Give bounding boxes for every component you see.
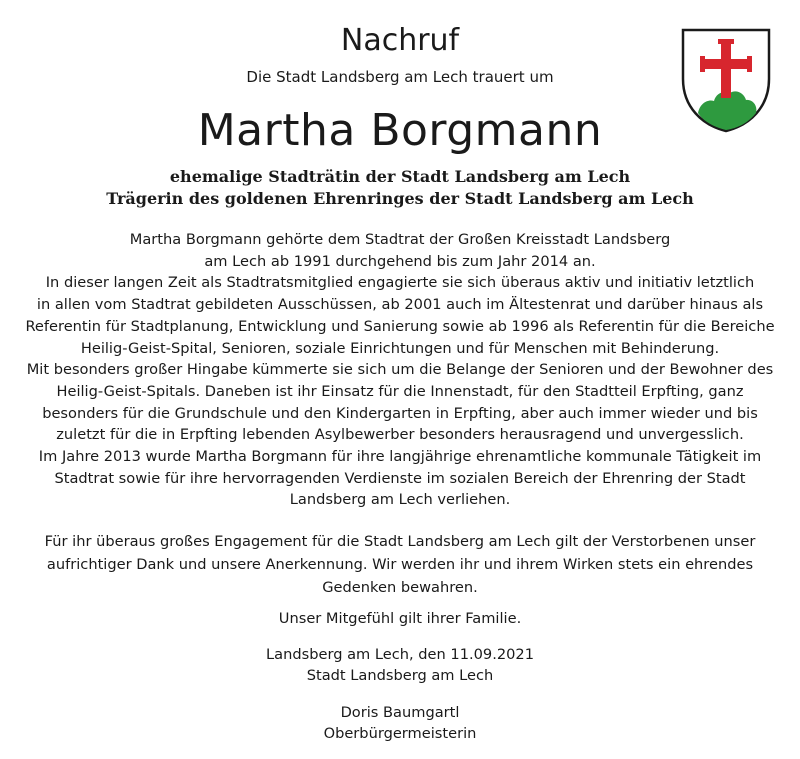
place-date-block	[0, 644, 800, 686]
biography-line: besonders für die Grundschule und den Kindergarten in Erpfting, aber auch immer wieder und bis	[42, 404, 758, 422]
biography-line: Im Jahre 2013 wurde Martha Borgmann für ihre langjährige ehrenamtliche kommunale Tätigkeit im	[38, 448, 762, 466]
biography-line: am Lech ab 1991 durchgehend bis zum Jahr 2014 an.	[204, 252, 596, 270]
place-date: Landsberg am Lech, den 11.09.2021	[266, 646, 534, 663]
notice-heading: Nachruf	[340, 23, 460, 58]
biography-line: Mit besonders großer Hingabe kümmerte sie sich um die Belange der Senioren und der Bewohner des	[26, 361, 774, 379]
signature-block	[0, 702, 800, 744]
intro-line: Die Stadt Landsberg am Lech trauert um	[246, 68, 554, 86]
role-line: Trägerin des goldenen Ehrenringes der Stadt Landsberg am Lech	[106, 189, 694, 208]
issuer: Stadt Landsberg am Lech	[306, 667, 494, 684]
roles-block	[0, 166, 800, 210]
biography-text	[0, 229, 800, 511]
biography-line: Landsberg am Lech verliehen.	[289, 491, 511, 509]
biography-line: zuletzt für die in Erpfting lebenden Asylbewerber besonders herausragend und unvergesslich.	[56, 426, 744, 444]
thanks-line: Für ihr überaus großes Engagement für die Stadt Landsberg am Lech gilt der Verstorbenen unser	[44, 533, 756, 550]
thanks-text	[0, 530, 800, 599]
deceased-name: Martha Borgmann	[197, 105, 603, 156]
condolence-line: Unser Mitgefühl gilt ihrer Familie.	[278, 610, 522, 627]
biography-line: Stadtrat sowie für ihre hervorragenden Verdienste im sozialen Bereich der Ehrenring der Stadt	[54, 469, 746, 487]
signatory-name: Doris Baumgartl	[340, 704, 460, 721]
role-line: ehemalige Stadträtin der Stadt Landsberg am Lech	[169, 167, 631, 186]
thanks-line: aufrichtiger Dank und unsere Anerkennung. Wir werden ihr und ihrem Wirken stets ein ehrendes	[46, 556, 754, 573]
biography-line: In dieser langen Zeit als Stadtratsmitglied engagierte sie sich überaus aktiv und initiativ letztlich	[45, 274, 755, 292]
biography-line: Heilig-Geist-Spital, Senioren, soziale Einrichtungen und für Menschen mit Behinderung.	[80, 339, 720, 357]
biography-line: Martha Borgmann gehörte dem Stadtrat der Großen Kreisstadt Landsberg	[129, 231, 671, 248]
biography-line: Referentin für Stadtplanung, Entwicklung und Sanierung sowie ab 1996 als Referentin für die Bereiche	[25, 317, 775, 335]
biography-line: in allen vom Stadtrat gebildeten Ausschüssen, ab 2001 auch im Ältestenrat und darüber hinaus als	[36, 296, 764, 314]
thanks-line: Gedenken bewahren.	[322, 579, 478, 596]
biography-line: Heilig-Geist-Spitals. Daneben ist ihr Einsatz für die Innenstadt, für den Stadtteil Erpfting, ganz	[56, 382, 744, 400]
coat-of-arms-icon	[680, 27, 772, 133]
signatory-title: Oberbürgermeisterin	[323, 725, 477, 742]
